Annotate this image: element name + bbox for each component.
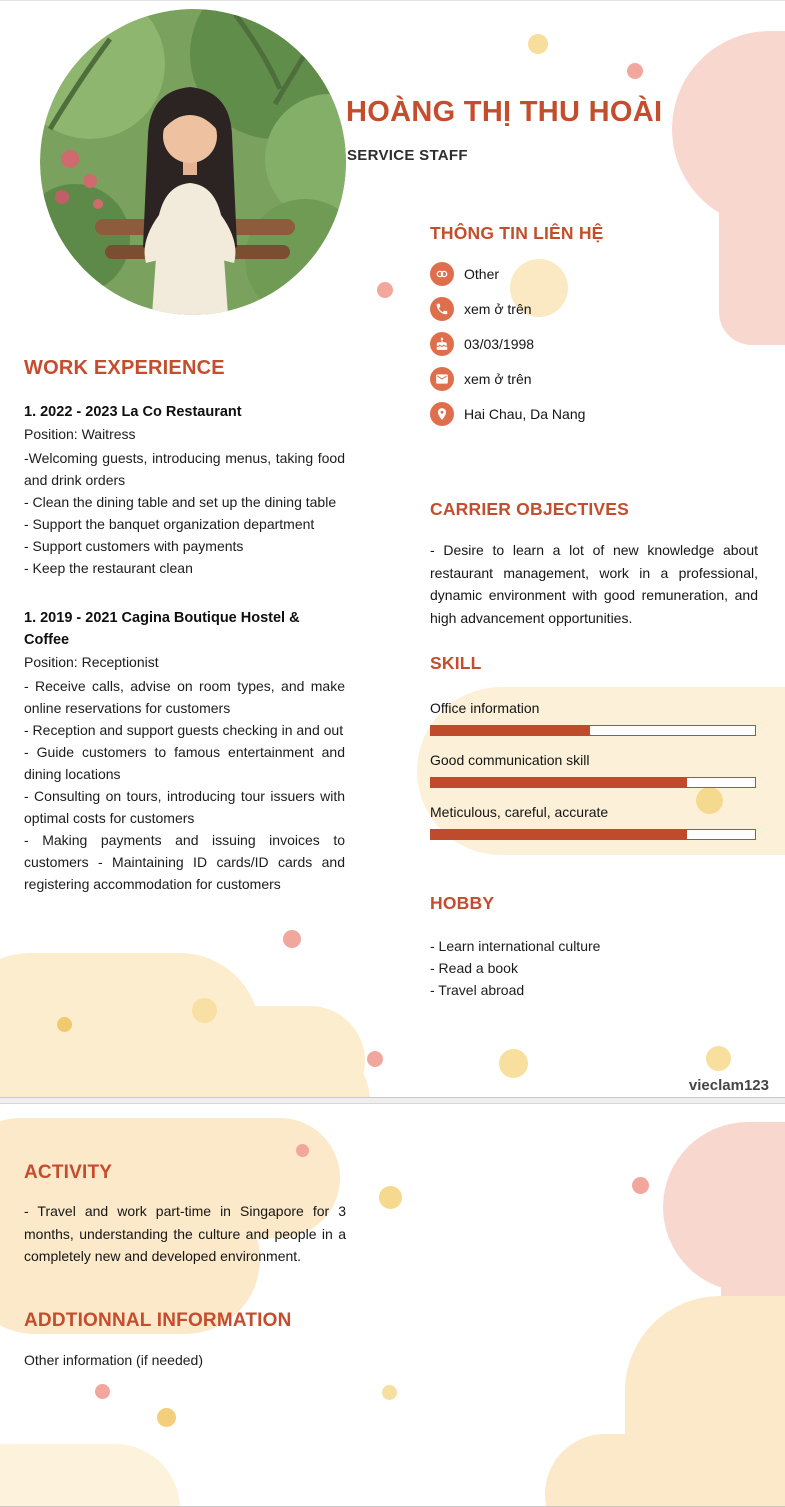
job-detail: - Making payments and issuing invoices to customers - Maintaining ID cards/ID cards and registering accommodation for customers [24,832,345,892]
skill-label: Good communication skill [430,752,590,768]
job-detail: -Welcoming guests, introducing menus, taking food and drink orders [24,450,345,488]
contact-row-birthday [430,332,760,356]
birthday-icon [430,332,454,356]
job-entry [24,401,345,579]
decor-dot [706,1046,731,1071]
job-detail: - Support the banquet organization department [24,516,315,532]
job-detail: - Clean the dining table and set up the dining table [24,494,337,510]
contact-row-phone [430,297,760,321]
location-icon [430,402,454,426]
candidate-name: HOÀNG THỊ THU HOÀI [346,96,663,128]
hobby-heading: HOBBY [430,893,495,913]
contact-value: xem ở trên [464,301,532,317]
activity-heading: ACTIVITY [24,1162,113,1183]
carrier-objectives-heading: CARRIER OBJECTIVES [430,499,630,519]
skill-heading: SKILL [430,653,482,673]
decor-dot [632,1177,649,1194]
decor-blob [0,1041,370,1097]
skill-bar [430,829,756,840]
decor-blob [545,1434,785,1507]
job-entry-position: Position: Receptionist [24,654,159,670]
carrier-objectives-text: - Desire to learn a lot of new knowledge about restaurant management, work in a professional, dynamic environment with good remuneration, and high advancement opportunities. [430,542,758,626]
job-entry-title: 1. 2022 - 2023 La Co Restaurant [24,404,242,420]
decor-dot [95,1384,110,1399]
contact-value: xem ở trên [464,371,532,387]
resume-page-2 [0,1104,785,1507]
decor-dot [283,930,301,948]
contact-value: Hai Chau, Da Nang [464,406,586,422]
hobby-item: - Learn international culture [430,938,601,954]
hobby-item: - Read a book [430,960,518,976]
contact-row-location [430,402,760,426]
skill-label: Meticulous, careful, accurate [430,804,609,820]
contact-heading: THÔNG TIN LIÊN HỆ [430,223,604,243]
phone-icon [430,297,454,321]
additional-information-heading: ADDTIONNAL INFORMATION [24,1310,292,1331]
additional-information-text: Other information (if needed) [24,1352,203,1368]
job-detail: - Receive calls, advise on room types, and make online reservations for customers [24,678,345,716]
decor-dot [499,1049,528,1078]
email-icon [430,367,454,391]
decor-dot [382,1385,397,1400]
skill-item [430,752,756,788]
job-detail: - Support customers with payments [24,538,244,554]
job-entry [24,607,345,895]
contact-section [430,223,760,437]
skill-item [430,804,756,840]
other-icon [430,262,454,286]
work-experience-section [24,357,345,895]
decor-dot [57,1017,72,1032]
skill-label: Office information [430,700,540,716]
skill-section [430,653,756,856]
job-detail: - Consulting on tours, introducing tour issuers with optimal costs for customers [24,788,345,826]
decor-dot [627,63,643,79]
job-entry-title: 1. 2019 - 2021 Cagina Boutique Hostel & Coffee [24,610,300,648]
profile-photo [40,9,346,315]
decor-dot [192,998,217,1023]
watermark: vieclam123 [688,1077,769,1094]
page-divider [0,1097,785,1104]
skill-bar [430,725,756,736]
activity-text: - Travel and work part-time in Singapore for 3 months, understanding the culture and people in a completely new and developed environment. [24,1203,346,1264]
contact-value: 03/03/1998 [464,336,535,352]
additional-information-section [24,1310,444,1371]
job-detail: - Keep the restaurant clean [24,560,193,576]
decor-blob [0,1444,180,1507]
decor-dot [528,34,548,54]
decor-dot [367,1051,383,1067]
skill-bar [430,777,756,788]
skill-item [430,700,756,736]
contact-row-email [430,367,760,391]
profile-photo-image [40,9,346,315]
hobby-section [430,893,756,1001]
decor-dot [377,282,393,298]
contact-value: Other [464,266,500,282]
carrier-objectives-section [430,499,758,629]
skill-bar-fill [431,726,590,735]
contact-row-other [430,262,760,286]
work-experience-heading: WORK EXPERIENCE [24,357,225,379]
job-entry-position: Position: Waitress [24,426,136,442]
decor-dot [379,1186,402,1209]
decor-dot [157,1408,176,1427]
job-title: SERVICE STAFF [347,147,468,164]
skill-bar-fill [431,830,687,839]
activity-section [24,1162,346,1268]
job-detail: - Guide customers to famous entertainment and dining locations [24,744,345,782]
decor-dot [296,1144,309,1157]
hobby-item: - Travel abroad [430,982,525,998]
skill-bar-fill [431,778,687,787]
job-detail: - Reception and support guests checking in and out [24,722,344,738]
